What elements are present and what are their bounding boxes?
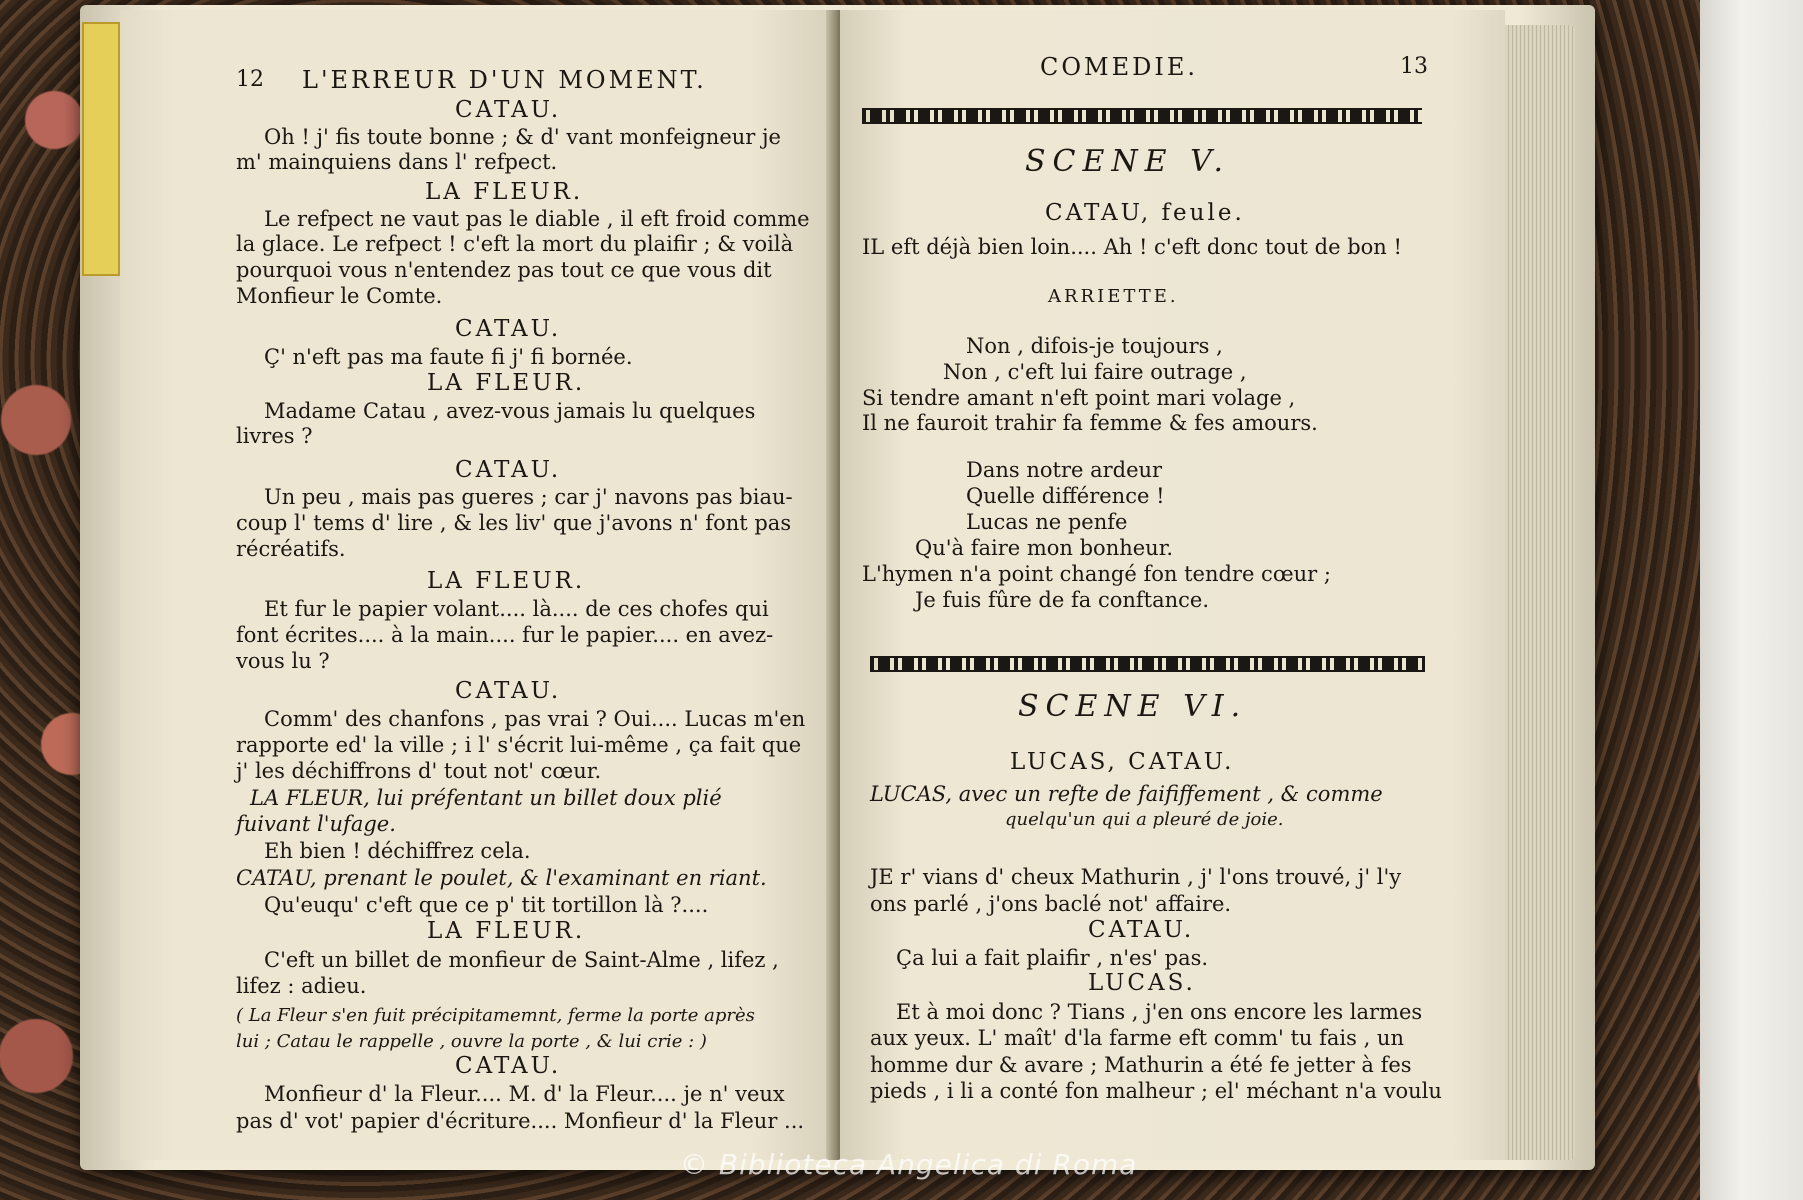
running-title: L'ERREUR D'UN MOMENT.: [302, 66, 707, 94]
dialogue-line: Monfieur d' la Fleur.... M. d' la Fleur.... je n' veux: [264, 1082, 785, 1106]
right-page: [840, 10, 1505, 1160]
speaker-name: LUCAS.: [1088, 970, 1196, 996]
dialogue-line: pieds , i li a conté fon malheur ; el' méchant n'a voulu: [870, 1079, 1442, 1103]
speaker-name: CATAU.: [1088, 917, 1195, 943]
scene-heading: SCENE V.: [1025, 144, 1231, 179]
dialogue-line: pourquoi vous n'entendez pas tout ce que vous dit: [236, 258, 772, 282]
verse-line: Qu'à faire mon bonheur.: [915, 536, 1174, 560]
dialogue-line: m' mainquiens dans l' refpect.: [236, 150, 558, 174]
stage-direction: fuivant l'ufage.: [236, 812, 396, 836]
speaker-name: CATAU.: [455, 97, 562, 123]
verse-line: Il ne fauroit trahir fa femme & fes amours.: [862, 411, 1318, 435]
speaker-name: LA FLEUR.: [427, 370, 586, 396]
dialogue-line: Eh bien ! déchiffrez cela.: [264, 839, 531, 863]
background-surface: [1700, 0, 1803, 1200]
stage-direction: LUCAS, avec un refte de faififfement , & comme: [870, 782, 1383, 806]
verse-line: Si tendre amant n'eft point mari volage ,: [862, 386, 1296, 410]
page-number: 12: [236, 67, 264, 92]
dialogue-line: livres ?: [236, 424, 313, 448]
verse-line: Lucas ne penfe: [966, 510, 1128, 534]
speaker-name: CATAU.: [455, 1053, 562, 1079]
stage-direction: LA FLEUR, lui préfentant un billet doux plié: [250, 786, 722, 810]
copyright-watermark: © Biblioteca Angelica di Roma: [680, 1148, 1138, 1181]
verse-line: Dans notre ardeur: [966, 458, 1163, 482]
speaker-name: LUCAS, CATAU.: [1010, 749, 1235, 775]
running-title: COMEDIE.: [1040, 53, 1199, 81]
dialogue-line: IL eft déjà bien loin.... Ah ! c'eft donc tout de bon !: [862, 235, 1402, 259]
speaker-name: CATAU, feule.: [1045, 200, 1245, 226]
stage-direction: quelqu'un qui a pleuré de joie.: [1005, 809, 1284, 830]
cover-label: [82, 22, 120, 276]
dialogue-line: vous lu ?: [236, 649, 330, 673]
dialogue-line: la glace. Le refpect ! c'eft la mort du plaifir ; & voilà: [236, 232, 794, 256]
dialogue-line: Et à moi donc ? Tians , j'en ons encore les larmes: [896, 1000, 1423, 1024]
stage-direction: CATAU, prenant le poulet, & l'examinant en riant.: [236, 866, 767, 890]
dialogue-line: Monfieur le Comte.: [236, 284, 443, 308]
dialogue-line: récréatifs.: [236, 537, 346, 561]
dialogue-line: Ç' n'eft pas ma faute fi j' fi bornée.: [264, 345, 633, 369]
dialogue-line: Madame Catau , avez-vous jamais lu quelques: [264, 399, 756, 423]
speaker-name: CATAU.: [455, 678, 562, 704]
dialogue-line: C'eft un billet de monfieur de Saint-Alme , lifez ,: [264, 948, 779, 972]
section-heading: ARRIETTE.: [1048, 286, 1179, 307]
speaker-name: CATAU.: [455, 457, 562, 483]
dialogue-line: rapporte ed' la ville ; i l' s'écrit lui-même , ça fait que: [236, 733, 802, 757]
ornament-rule: [870, 656, 1425, 672]
dialogue-line: homme dur & avare ; Mathurin a été fe jetter à fes: [870, 1053, 1412, 1077]
scene-heading: SCENE VI.: [1018, 689, 1248, 724]
dialogue-line: Comm' des chanfons , pas vrai ? Oui.... Lucas m'en: [264, 707, 806, 731]
dialogue-line: coup l' tems d' lire , & les liv' que j'avons n' font pas: [236, 511, 792, 535]
verse-line: Quelle différence !: [966, 484, 1165, 508]
dialogue-line: Qu'euqu' c'eft que ce p' tit tortillon là ?....: [264, 893, 709, 917]
dialogue-line: font écrites.... à la main.... fur le papier.... en avez-: [236, 623, 774, 647]
dialogue-line: j' les déchiffrons d' tout not' cœur.: [236, 759, 602, 783]
page-number: 13: [1400, 54, 1428, 79]
page-stack: [1505, 25, 1575, 1160]
left-page: [120, 10, 835, 1160]
dialogue-line: Oh ! j' fis toute bonne ; & d' vant monfeigneur je: [264, 125, 781, 149]
speaker-name: LA FLEUR.: [425, 179, 584, 205]
dialogue-line: ons parlé , j'ons baclé not' affaire.: [870, 892, 1232, 916]
dialogue-line: pas d' vot' papier d'écriture.... Monfieur d' la Fleur ...: [236, 1109, 805, 1133]
dialogue-line: aux yeux. L' maît' d'la farme eft comm' tu fais , un: [870, 1026, 1404, 1050]
ornament-rule: [862, 108, 1422, 124]
dialogue-line: Le refpect ne vaut pas le diable , il eft froid comme: [264, 207, 810, 231]
speaker-name: LA FLEUR.: [427, 918, 586, 944]
dialogue-line: JE r' vians d' cheux Mathurin , j' l'ons trouvé, j' l'y: [870, 865, 1402, 889]
dialogue-line: Et fur le papier volant.... là.... de ces chofes qui: [264, 597, 769, 621]
verse-line: L'hymen n'a point changé fon tendre cœur ;: [862, 562, 1331, 586]
verse-line: Non , c'eft lui faire outrage ,: [943, 360, 1247, 384]
stage-direction: lui ; Catau le rappelle , ouvre la porte , & lui crie : ): [236, 1031, 707, 1052]
dialogue-line: Ça lui a fait plaifir , n'es' pas.: [896, 946, 1209, 970]
verse-line: Je fuis fûre de fa conftance.: [915, 588, 1209, 612]
dialogue-line: lifez : adieu.: [236, 974, 367, 998]
dialogue-line: Un peu , mais pas gueres ; car j' navons pas biau-: [264, 485, 793, 509]
speaker-name: CATAU.: [455, 316, 562, 342]
stage-direction: ( La Fleur s'en fuit précipitamemnt, ferme la porte après: [236, 1005, 755, 1026]
speaker-name: LA FLEUR.: [427, 568, 586, 594]
verse-line: Non , difois-je toujours ,: [966, 334, 1223, 358]
